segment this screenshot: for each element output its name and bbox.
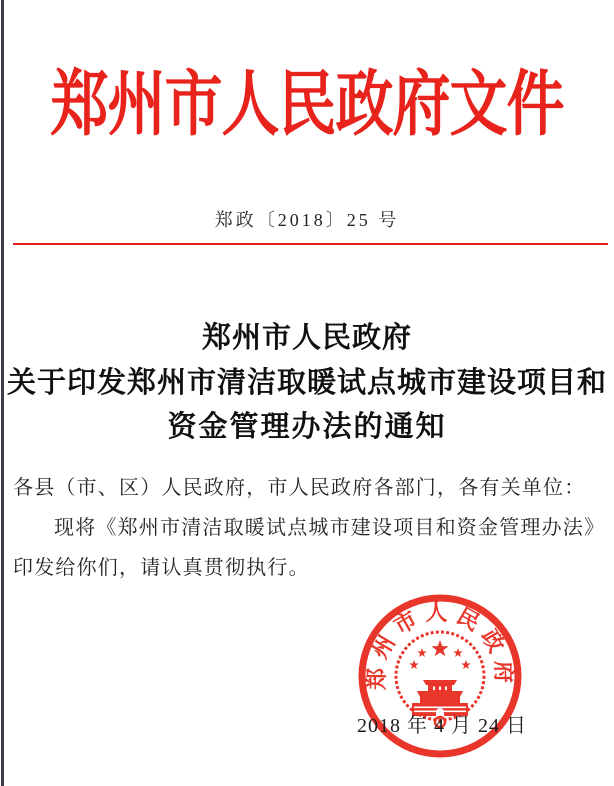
small-star-icon <box>453 648 462 657</box>
small-star-icon <box>461 660 470 669</box>
body-paragraph-line-2: 印发给你们，请认真贯彻执行。 <box>13 557 310 579</box>
document-number: 郑政〔2018〕25 号 <box>214 210 400 230</box>
small-star-icon <box>409 660 418 669</box>
small-star-icon <box>417 648 426 657</box>
issue-date: 2018 年 4 月 24 日 <box>357 715 527 737</box>
salutation-line: 各县（市、区）人民政府，市人民政府各部门，各有关单位： <box>13 477 586 499</box>
notice-issuer-line: 郑州市人民政府 <box>201 322 412 354</box>
big-star-icon <box>431 640 448 656</box>
notice-title-line-1: 关于印发郑州市清洁取暖试点城市建设项目和 <box>6 367 607 399</box>
header-divider-rule <box>13 243 608 245</box>
notice-body <box>13 468 605 588</box>
seal-text: 郑州市人民政府 <box>363 600 517 691</box>
document-header-title: 郑州市人民政府文件 <box>50 65 564 145</box>
notice-title-line-2: 资金管理办法的通知 <box>167 411 447 443</box>
body-paragraph-line-1: 现将《郑州市清洁取暖试点城市建设项目和资金管理办法》 <box>54 517 606 539</box>
